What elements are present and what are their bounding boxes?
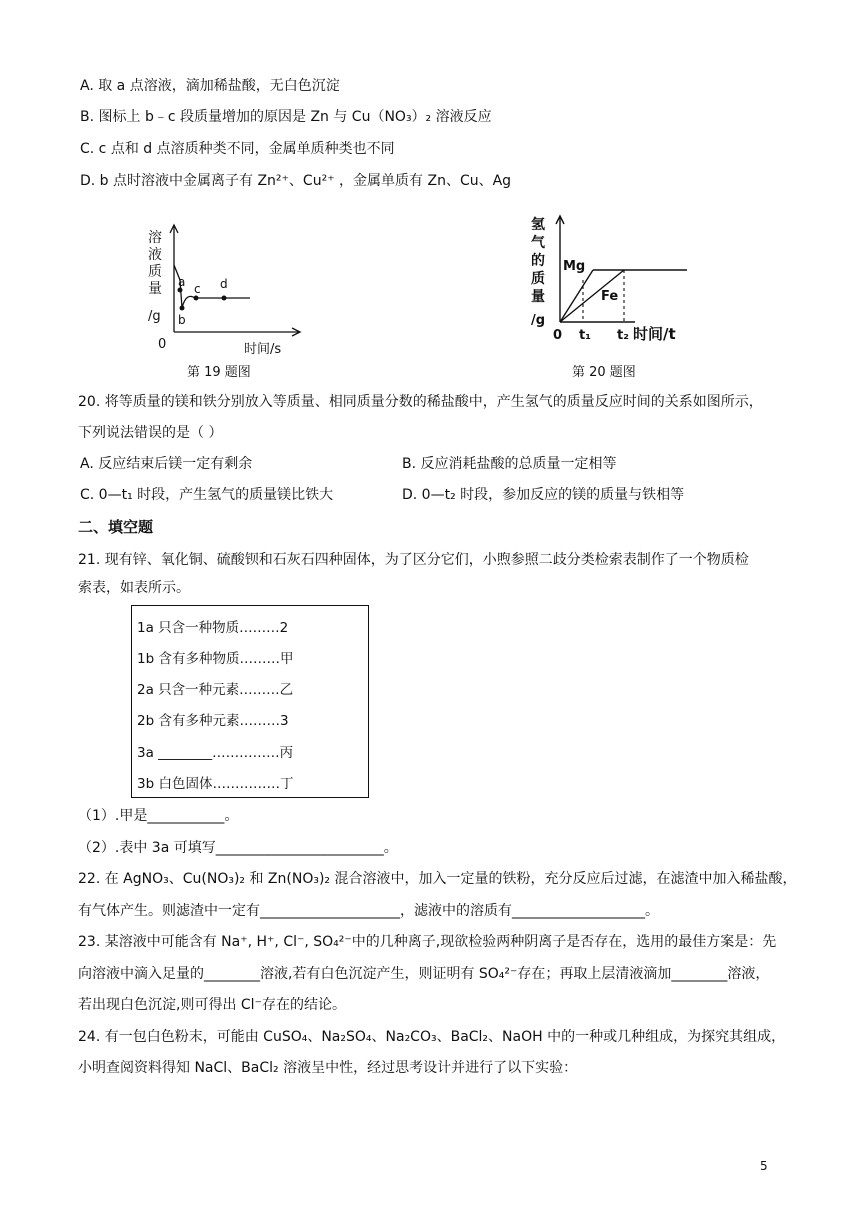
fig20-ylabel-char-4: 质	[531, 271, 545, 287]
q20-option-a: A. 反应结束后镁一定有剩余	[80, 456, 253, 472]
key-row-1a: 1a 只含一种物质………2	[137, 620, 289, 636]
q19-option-c: C. c 点和 d 点溶质种类不同，金属单质种类也不同	[80, 141, 395, 157]
fig19-label-b: b	[178, 313, 186, 327]
fig19-ylabel-char-4: 量	[148, 281, 162, 297]
q20-option-b: B. 反应消耗盐酸的总质量一定相等	[402, 456, 617, 472]
fig19-xlabel: 时间/s	[244, 342, 282, 357]
fig19-label-a: a	[178, 275, 186, 289]
q21-stem-line-2: 索表，如表所示。	[78, 580, 190, 596]
fig19-point-d	[222, 296, 227, 301]
q20-option-d: D. 0—t₂ 时段，参加反应的镁的质量与铁相等	[402, 487, 685, 503]
fig20-ylabel-char-2: 气	[531, 235, 545, 251]
fig19-point-b	[180, 306, 185, 311]
q19-option-d: D. b 点时溶液中金属离子有 Zn²⁺、Cu²⁺ ，金属单质有 Zn、Cu、Ag	[80, 173, 512, 189]
q19-option-b: B. 图标上 b﹣c 段质量增加的原因是 Zn 与 Cu（NO₃）₂ 溶液反应	[80, 109, 492, 125]
q24-line-2: 小明查阅资料得知 NaCl、BaCl₂ 溶液呈中性，经过思考设计并进行了以下实验：	[78, 1060, 578, 1076]
key-row-2a: 2a 只含一种元素………乙	[137, 682, 294, 698]
q21-stem-line-1: 21. 现有锌、氧化铜、硫酸钡和石灰石四种固体，为了区分它们，小煦参照二歧分类检索表制作了一个物质检	[78, 552, 749, 568]
fig20-caption: 第 20 题图	[572, 365, 636, 380]
q22-line-2: 有气体产生。则滤渣中一定有____________________，滤液中的溶质有___________________。	[78, 903, 659, 919]
q21-sub-1: （1）.甲是___________。	[78, 808, 239, 824]
key-row-1b: 1b 含有多种物质………甲	[137, 651, 294, 667]
fig20-t2-label: t₂	[617, 328, 629, 343]
key-row-2b: 2b 含有多种元素………3	[137, 713, 289, 729]
q23-line-2: 向溶液中滴入足量的________溶液,若有白色沉淀产生，则证明有 SO₄²⁻存在；再取上层清液滴加________溶液，	[78, 966, 770, 982]
q21-sub-2: （2）.表中 3a 可填写________________________。	[78, 840, 398, 856]
q23-line-3: 若出现白色沉淀,则可得出 Cl⁻存在的结论。	[78, 997, 346, 1013]
fig20-mg-line	[560, 270, 593, 322]
key-row-3a: 3a ________……………丙	[137, 745, 294, 761]
q22-line-1: 22. 在 AgNO₃、Cu(NO₃)₂ 和 Zn(NO₃)₂ 混合溶液中，加入一定量的铁粉，充分反应后过滤，在滤渣中加入稀盐酸，	[78, 871, 797, 887]
fig19-yunit: /g	[148, 309, 161, 324]
page-number: 5	[760, 1159, 768, 1173]
key-row-3b: 3b 白色固体……………丁	[137, 776, 294, 792]
fig20-yunit: /g	[531, 313, 546, 328]
fig20-t1-label: t₁	[579, 328, 591, 343]
fig20-xlabel: 时间/t	[633, 325, 676, 343]
q20-stem-line-2: 下列说法错误的是（ ）	[78, 425, 223, 441]
fig20-ylabel-char-3: 的	[531, 253, 545, 269]
figure-20-graph	[525, 212, 705, 347]
fig20-mg-label: Mg	[563, 259, 586, 274]
classification-key-table	[131, 605, 369, 798]
figure-19-graph	[140, 220, 310, 360]
fig20-ylabel-char-5: 量	[531, 289, 545, 305]
fig19-ylabel-char-1: 溶	[148, 230, 162, 246]
fig20-origin: 0	[553, 328, 563, 343]
q19-option-a: A. 取 a 点溶液，滴加稀盐酸，无白色沉淀	[80, 78, 340, 94]
fig19-point-c	[194, 296, 199, 301]
fig19-ylabel-char-3: 质	[148, 264, 162, 280]
fig19-origin: 0	[158, 337, 167, 352]
fig19-label-d: d	[220, 277, 228, 291]
q24-line-1: 24. 有一包白色粉末，可能由 CuSO₄、Na₂SO₄、Na₂CO₃、BaCl₂、NaOH 中的一种或几种组成，为探究其组成，	[78, 1029, 786, 1045]
q20-option-c: C. 0—t₁ 时段，产生氢气的质量镁比铁大	[80, 487, 334, 503]
section-heading-fill-in: 二、填空题	[78, 518, 154, 536]
fig19-caption: 第 19 题图	[187, 365, 251, 380]
fig20-fe-label: Fe	[601, 289, 619, 304]
fig20-ylabel-char-1: 氢	[531, 217, 545, 233]
q20-stem-line-1: 20. 将等质量的镁和铁分别放入等质量、相同质量分数的稀盐酸中，产生氢气的质量反应时间的关系如图所示，	[78, 394, 763, 410]
fig19-ylabel-char-2: 液	[148, 247, 162, 263]
fig19-label-c: c	[194, 282, 201, 296]
q23-line-1: 23. 某溶液中可能含有 Na⁺, H⁺, Cl⁻, SO₄²⁻中的几种离子,现欲检验两种阴离子是否存在，选用的最佳方案是：先	[78, 934, 777, 950]
fig19-curve	[174, 265, 250, 308]
